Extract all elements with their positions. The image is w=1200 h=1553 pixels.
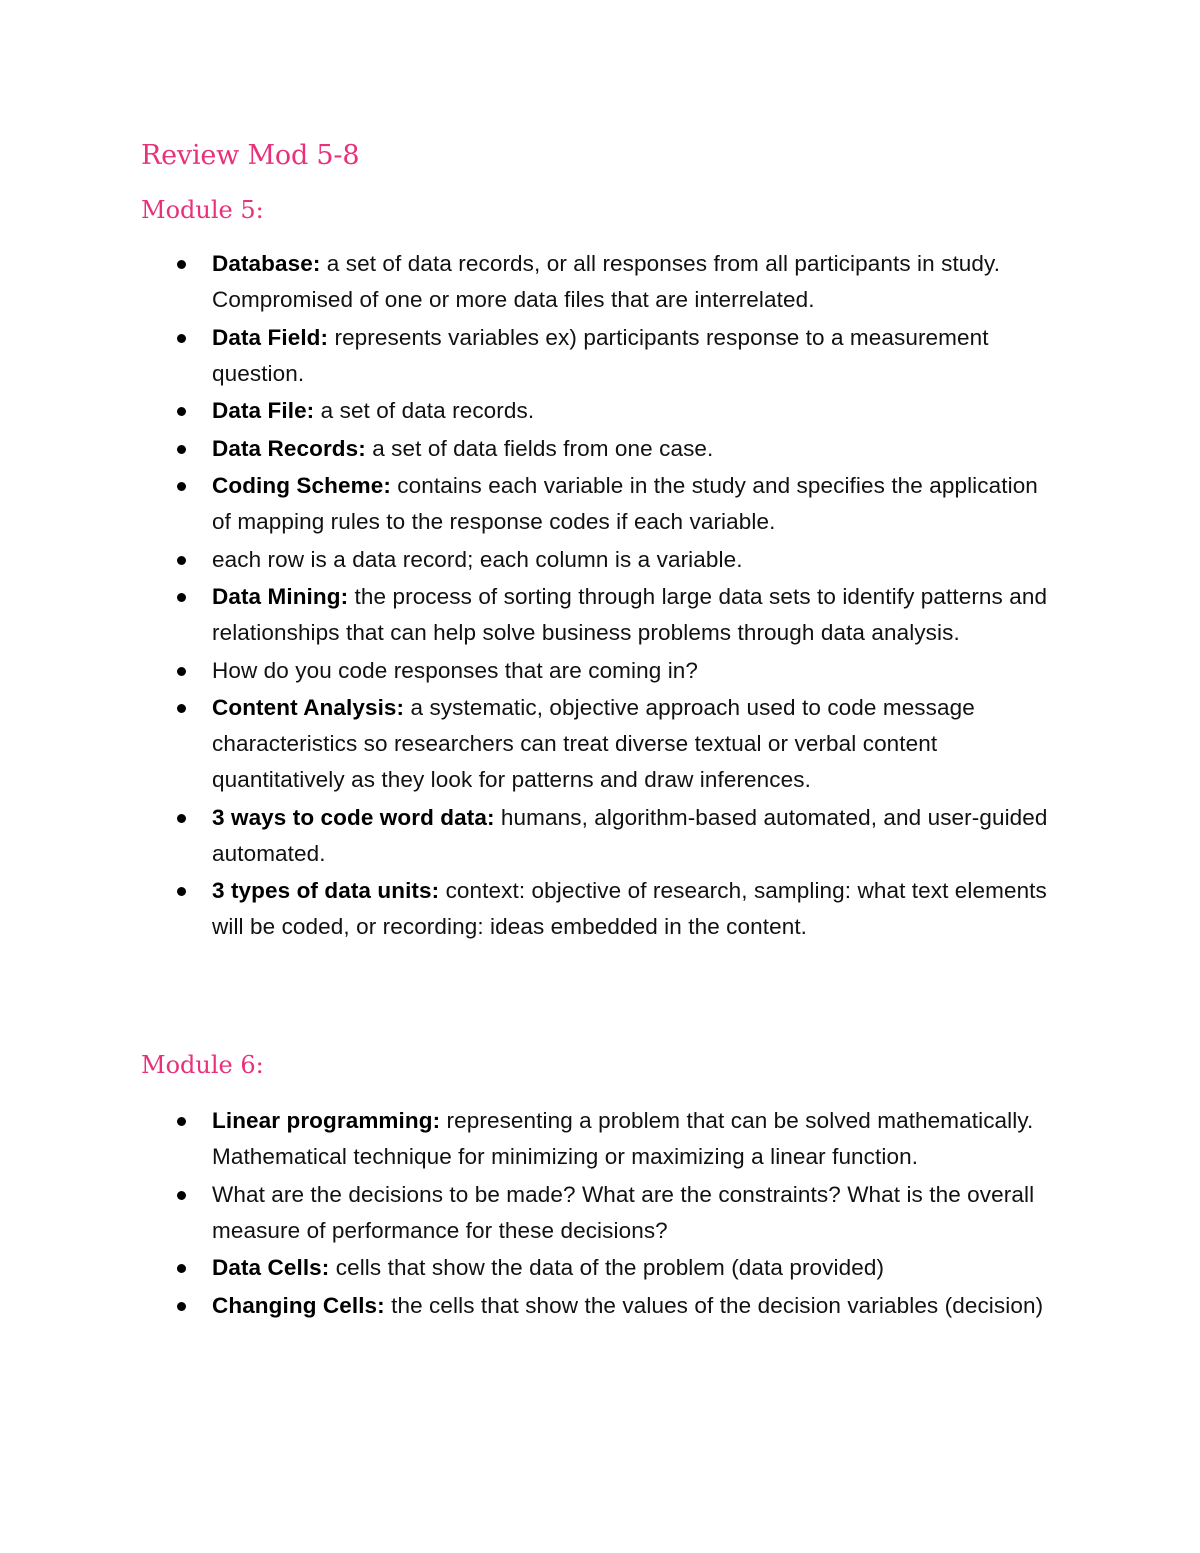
list-item bbox=[0, 1103, 1200, 1175]
list-item-term: Changing Cells: bbox=[212, 1292, 385, 1318]
module-5-list bbox=[0, 246, 1200, 947]
bullet-icon bbox=[177, 667, 186, 676]
list-item-text: the process of sorting through large data sets to identify patterns and relationships that can help solve business problems through data analysis. bbox=[212, 584, 1048, 645]
list-item-term: Database: bbox=[212, 251, 321, 276]
bullet-icon bbox=[177, 1264, 186, 1273]
module-6-heading: Module 6: bbox=[141, 1051, 264, 1079]
bullet-icon bbox=[177, 704, 186, 713]
list-item bbox=[0, 1250, 1200, 1286]
list-item-text: humans, algorithm-based automated, and user-guided automated. bbox=[212, 804, 1048, 866]
list-item bbox=[0, 800, 1200, 872]
list-item-term: Data Field: bbox=[212, 324, 329, 350]
bullet-icon bbox=[177, 334, 186, 343]
list-item-term: Data Cells: bbox=[212, 1255, 330, 1280]
bullet-icon bbox=[177, 1191, 186, 1200]
list-item-term: Coding Scheme: bbox=[212, 473, 391, 498]
bullet-icon bbox=[177, 814, 186, 823]
list-item bbox=[0, 542, 1200, 578]
list-item bbox=[0, 690, 1200, 798]
list-item-text: a systematic, objective approach used to code message characteristics so researchers can treat diverse textual or verbal content quantitatively as they look for patterns and draw inferences. bbox=[212, 695, 975, 792]
list-item-text: contains each variable in the study and specifies the application of mapping rules to the response codes if each variable. bbox=[212, 473, 1038, 534]
list-item bbox=[0, 393, 1200, 429]
list-item-text: a set of data records, or all responses from all participants in study. Compromised of one or more data files that are interrelated. bbox=[212, 251, 1001, 312]
bullet-icon bbox=[177, 556, 186, 565]
list-item-text: How do you code responses that are coming in? bbox=[212, 657, 699, 683]
list-item bbox=[0, 579, 1200, 651]
list-item-text: each row is a data record; each column is a variable. bbox=[212, 546, 743, 572]
bullet-icon bbox=[177, 407, 186, 416]
list-item-term: Data Mining: bbox=[212, 584, 349, 609]
list-item-term: Data Records: bbox=[212, 435, 366, 461]
list-item-text: a set of data records. bbox=[314, 398, 535, 423]
bullet-icon bbox=[177, 593, 186, 602]
module-5-heading: Module 5: bbox=[141, 196, 264, 224]
bullet-icon bbox=[177, 445, 186, 454]
bullet-icon bbox=[177, 887, 186, 896]
list-item bbox=[0, 468, 1200, 540]
list-item-text: represents variables ex) participants response to a measurement question. bbox=[212, 324, 989, 386]
document-title: Review Mod 5-8 bbox=[141, 140, 360, 171]
bullet-icon bbox=[177, 482, 186, 491]
list-item-text: representing a problem that can be solved mathematically. Mathematical technique for minimizing or maximizing a linear function. bbox=[212, 1108, 1034, 1169]
list-item bbox=[0, 1177, 1200, 1249]
list-item-term: Linear programming: bbox=[212, 1108, 441, 1133]
module-6-list bbox=[0, 1103, 1200, 1325]
list-item-term: Data File: bbox=[212, 398, 315, 423]
list-item-term: Content Analysis: bbox=[212, 695, 405, 720]
list-item-text: context: objective of research, sampling: what text elements will be coded, or recording: ideas embedded in the content. bbox=[212, 878, 1047, 939]
list-item bbox=[0, 431, 1200, 467]
bullet-icon bbox=[177, 1302, 186, 1311]
list-item bbox=[0, 320, 1200, 392]
list-item-text: cells that show the data of the problem (data provided) bbox=[329, 1255, 885, 1280]
list-item-text: What are the decisions to be made? What are the constraints? What is the overall measure of performance for these decisions? bbox=[212, 1181, 1035, 1243]
list-item bbox=[0, 1288, 1200, 1324]
list-item-term: 3 ways to code word data: bbox=[212, 804, 495, 830]
list-item-text: the cells that show the values of the decision variables (decision) bbox=[384, 1292, 1044, 1318]
list-item bbox=[0, 653, 1200, 689]
bullet-icon bbox=[177, 1117, 186, 1126]
list-item-text: a set of data fields from one case. bbox=[365, 435, 714, 461]
bullet-icon bbox=[177, 260, 186, 269]
list-item bbox=[0, 873, 1200, 945]
list-item bbox=[0, 246, 1200, 318]
list-item-term: 3 types of data units: bbox=[212, 878, 440, 903]
